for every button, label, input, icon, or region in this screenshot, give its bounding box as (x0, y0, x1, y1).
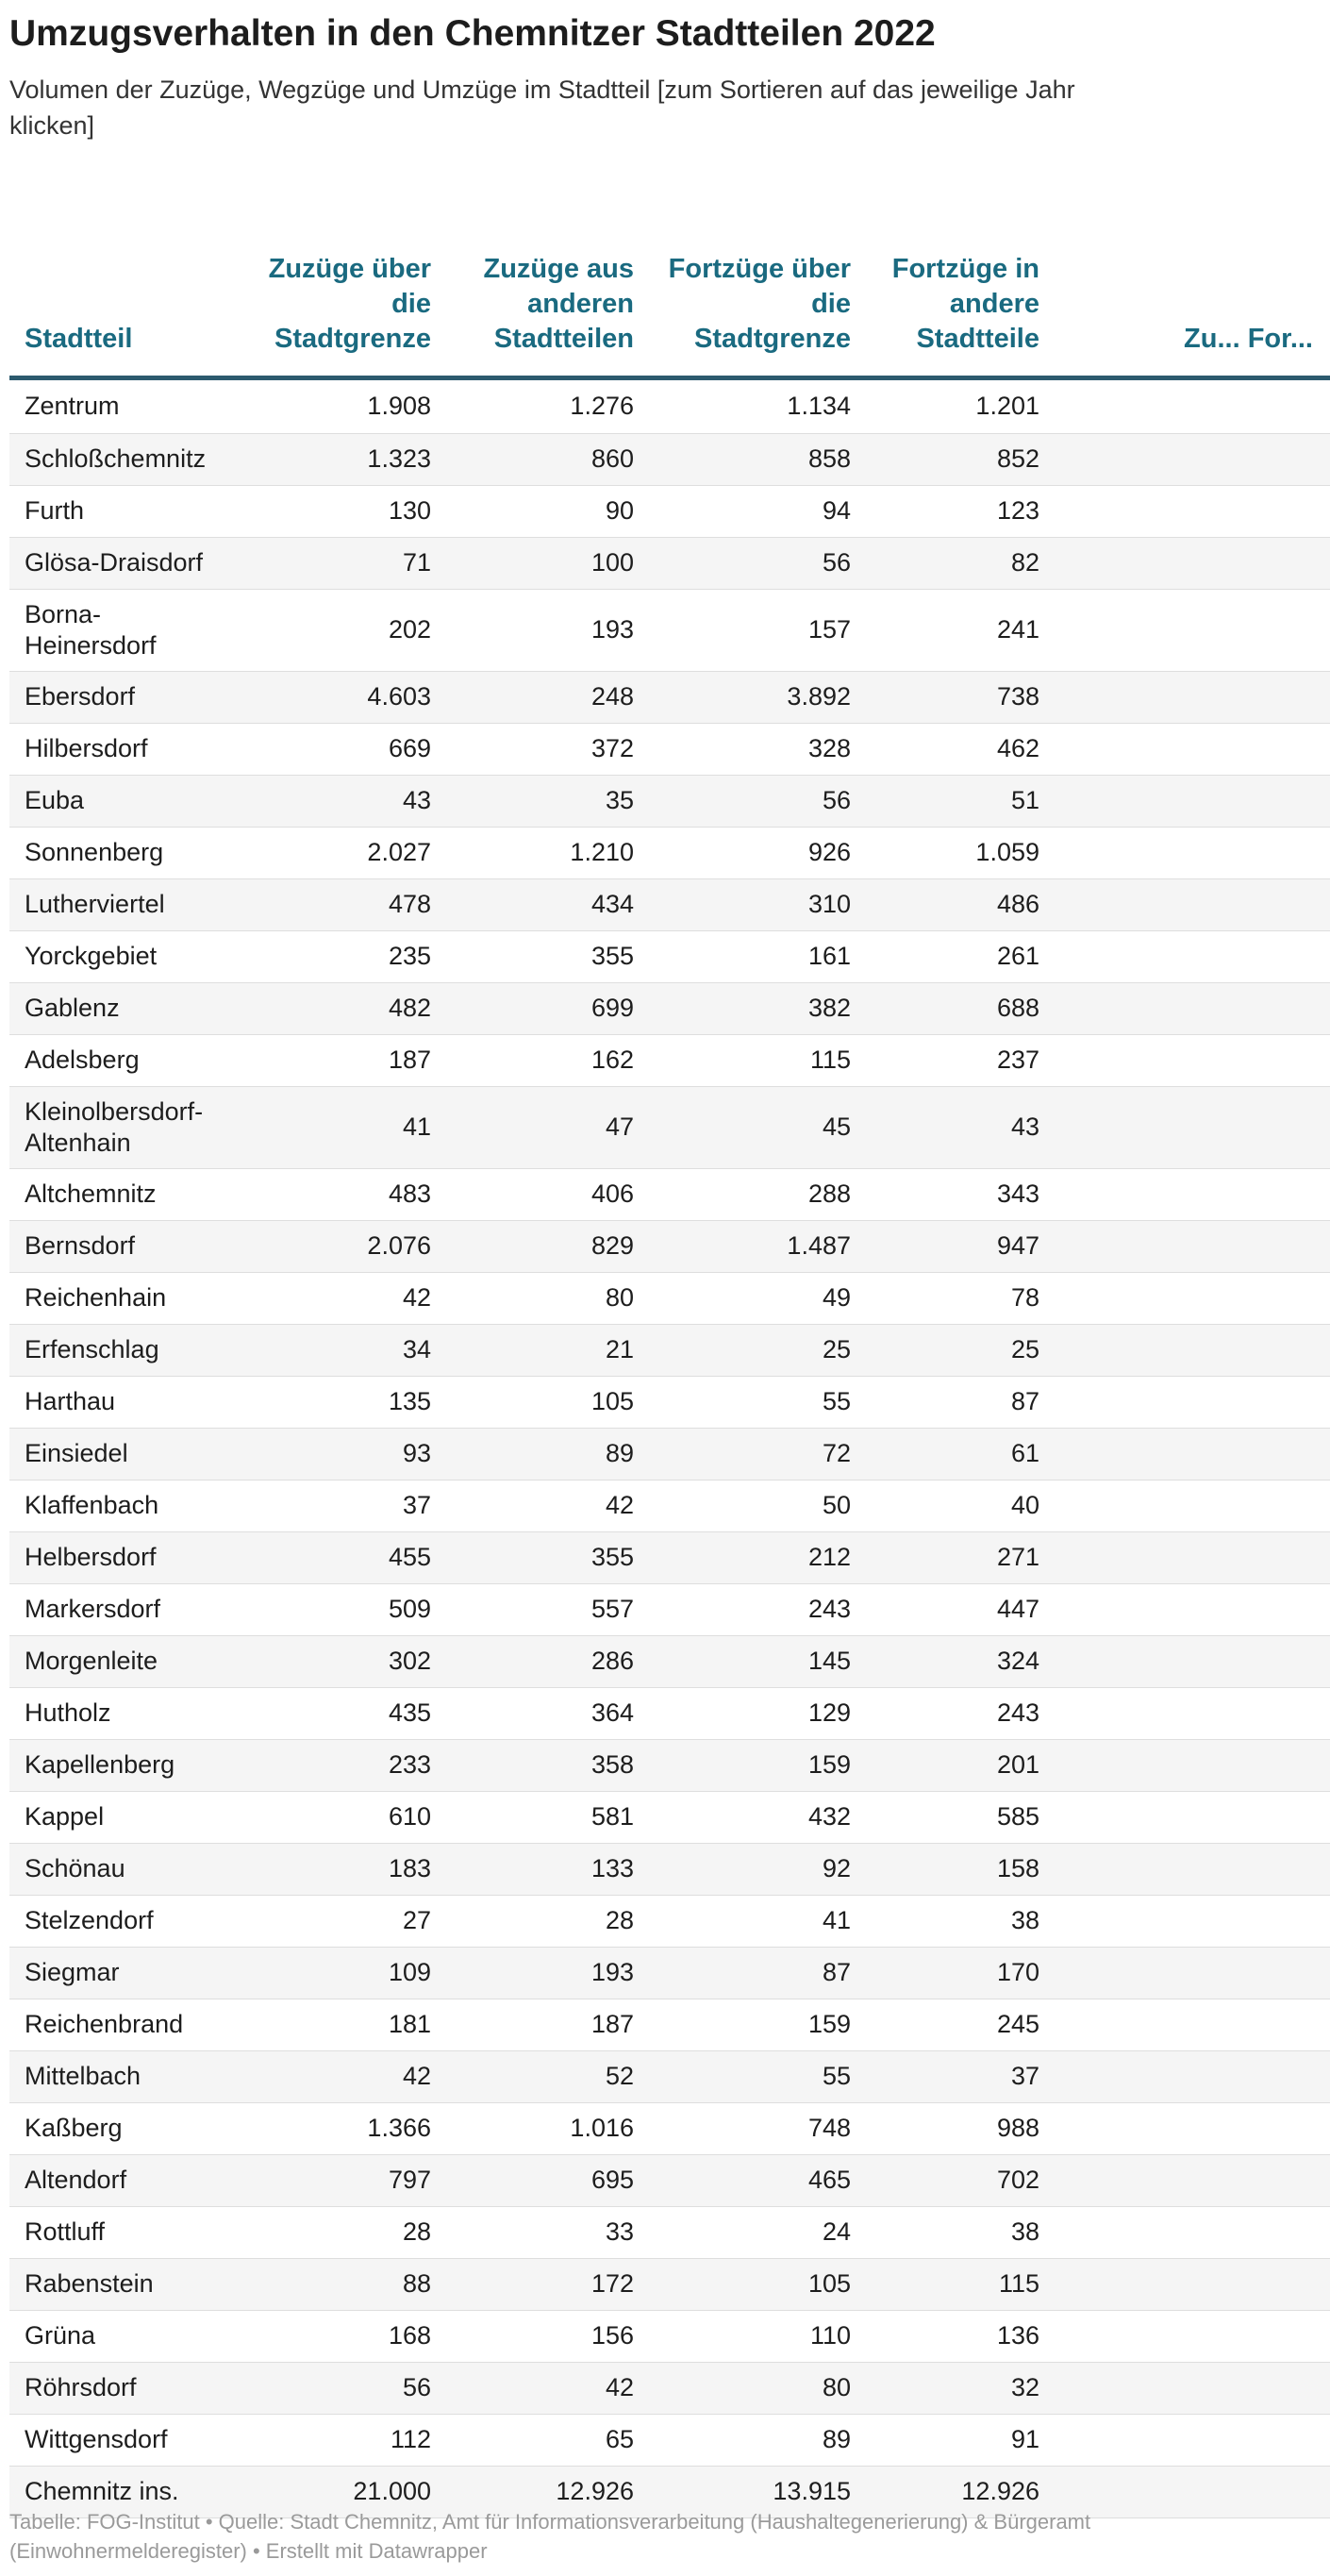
cell-value: 581 (448, 1791, 651, 1843)
cell-value: 49 (651, 1272, 868, 1324)
cell-value: 860 (448, 433, 651, 485)
cell-value: 288 (651, 1168, 868, 1220)
cell-value: 738 (868, 671, 1056, 723)
cell-value: 302 (236, 1635, 448, 1687)
cell-value: 858 (651, 433, 868, 485)
cell-value: 1.276 (448, 377, 651, 433)
table-row (9, 1739, 1330, 1791)
cell-value: 43 (868, 1086, 1056, 1168)
cell-value: 162 (448, 1034, 651, 1086)
table-row (9, 537, 1330, 589)
cell-stadtteil: Bernsdorf (9, 1220, 236, 1272)
cell-value: 105 (448, 1376, 651, 1428)
data-table (9, 212, 1330, 2518)
cell-stadtteil: Rabenstein (9, 2258, 236, 2310)
cell-value: 688 (868, 982, 1056, 1034)
cell-value: 355 (448, 930, 651, 982)
table-row (9, 878, 1330, 930)
cell-stadtteil: Kappel (9, 1791, 236, 1843)
cell-value: 61 (868, 1428, 1056, 1480)
cell-value: 434 (448, 878, 651, 930)
cell-value: 71 (236, 537, 448, 589)
cell-value: 156 (448, 2310, 651, 2362)
cell-cutoff (1056, 1531, 1330, 1583)
cell-stadtteil: Yorckgebiet (9, 930, 236, 982)
cell-stadtteil: Chemnitz ins. (9, 2466, 236, 2517)
cell-cutoff (1056, 589, 1330, 671)
cell-stadtteil: Glösa-Draisdorf (9, 537, 236, 589)
cell-value: 56 (236, 2362, 448, 2414)
cell-stadtteil: Erfenschlag (9, 1324, 236, 1376)
cell-stadtteil: Einsiedel (9, 1428, 236, 1480)
cell-stadtteil: Altchemnitz (9, 1168, 236, 1220)
cell-stadtteil: Klaffenbach (9, 1480, 236, 1531)
cell-stadtteil: Kapellenberg (9, 1739, 236, 1791)
cell-value: 24 (651, 2206, 868, 2258)
cell-value: 12.926 (868, 2466, 1056, 2517)
cell-stadtteil: Furth (9, 485, 236, 537)
cell-value: 482 (236, 982, 448, 1034)
table-row (9, 1687, 1330, 1739)
cell-value: 797 (236, 2154, 448, 2206)
cell-stadtteil: Adelsberg (9, 1034, 236, 1086)
cell-value: 465 (651, 2154, 868, 2206)
cell-value: 187 (236, 1034, 448, 1086)
column-header-zuzuege-stadtgrenze[interactable]: Zuzüge über die Stadtgrenze (236, 212, 448, 377)
cell-value: 47 (448, 1086, 651, 1168)
cell-value: 193 (448, 1947, 651, 1999)
cell-stadtteil: Lutherviertel (9, 878, 236, 930)
cell-cutoff (1056, 1034, 1330, 1086)
table-row (9, 2414, 1330, 2466)
cell-value: 80 (448, 1272, 651, 1324)
cell-cutoff (1056, 2310, 1330, 2362)
table-row (9, 1791, 1330, 1843)
cell-value: 38 (868, 1895, 1056, 1947)
cell-value: 50 (651, 1480, 868, 1531)
cell-value: 21.000 (236, 2466, 448, 2517)
table-row (9, 1168, 1330, 1220)
cell-value: 90 (448, 485, 651, 537)
cell-value: 462 (868, 723, 1056, 775)
cell-value: 12.926 (448, 2466, 651, 2517)
table-row (9, 2310, 1330, 2362)
cell-value: 1.210 (448, 827, 651, 878)
table-row (9, 775, 1330, 827)
table-row (9, 485, 1330, 537)
table-body (9, 377, 1330, 2517)
cell-value: 91 (868, 2414, 1056, 2466)
cell-value: 78 (868, 1272, 1056, 1324)
cell-stadtteil: Rottluff (9, 2206, 236, 2258)
cell-value: 25 (651, 1324, 868, 1376)
cell-value: 42 (236, 2050, 448, 2102)
table-row (9, 2050, 1330, 2102)
cell-value: 2.027 (236, 827, 448, 878)
cell-value: 37 (868, 2050, 1056, 2102)
table-row (9, 1999, 1330, 2050)
table-row (9, 1843, 1330, 1895)
cell-value: 202 (236, 589, 448, 671)
cell-value: 187 (448, 1999, 651, 2050)
table-row (9, 2102, 1330, 2154)
column-header-zuzuege-stadtteile[interactable]: Zuzüge aus anderen Stadtteilen (448, 212, 651, 377)
cell-value: 89 (651, 2414, 868, 2466)
cell-value: 3.892 (651, 671, 868, 723)
cell-cutoff (1056, 485, 1330, 537)
cell-cutoff (1056, 1168, 1330, 1220)
cell-value: 25 (868, 1324, 1056, 1376)
cell-cutoff (1056, 1999, 1330, 2050)
table-row (9, 930, 1330, 982)
cell-cutoff (1056, 1324, 1330, 1376)
cell-value: 43 (236, 775, 448, 827)
cell-value: 42 (236, 1272, 448, 1324)
cell-cutoff (1056, 377, 1330, 433)
cell-value: 235 (236, 930, 448, 982)
cell-value: 2.076 (236, 1220, 448, 1272)
cell-cutoff (1056, 878, 1330, 930)
cell-value: 72 (651, 1428, 868, 1480)
cell-value: 1.366 (236, 2102, 448, 2154)
cell-value: 135 (236, 1376, 448, 1428)
cell-stadtteil: Euba (9, 775, 236, 827)
table-row (9, 827, 1330, 878)
table-row (9, 2154, 1330, 2206)
cell-cutoff (1056, 2258, 1330, 2310)
page-title: Umzugsverhalten in den Chemnitzer Stadtteilen 2022 (9, 13, 936, 54)
cell-value: 947 (868, 1220, 1056, 1272)
cell-value: 193 (448, 589, 651, 671)
cell-value: 100 (448, 537, 651, 589)
cell-cutoff (1056, 827, 1330, 878)
cell-value: 105 (651, 2258, 868, 2310)
cell-cutoff (1056, 1843, 1330, 1895)
cell-cutoff (1056, 1687, 1330, 1739)
cell-stadtteil: Sonnenberg (9, 827, 236, 878)
cell-stadtteil: Gablenz (9, 982, 236, 1034)
cell-stadtteil: Ebersdorf (9, 671, 236, 723)
cell-value: 1.487 (651, 1220, 868, 1272)
cell-value: 364 (448, 1687, 651, 1739)
cell-value: 161 (651, 930, 868, 982)
cell-value: 157 (651, 589, 868, 671)
cell-value: 1.323 (236, 433, 448, 485)
cell-value: 585 (868, 1791, 1056, 1843)
cell-stadtteil: Wittgensdorf (9, 2414, 236, 2466)
table-row (9, 589, 1330, 671)
cell-value: 37 (236, 1480, 448, 1531)
cell-cutoff (1056, 2154, 1330, 2206)
cell-value: 93 (236, 1428, 448, 1480)
cell-stadtteil: Röhrsdorf (9, 2362, 236, 2414)
cell-cutoff (1056, 1791, 1330, 1843)
cell-value: 829 (448, 1220, 651, 1272)
cell-value: 27 (236, 1895, 448, 1947)
cell-value: 669 (236, 723, 448, 775)
cell-value: 130 (236, 485, 448, 537)
cell-value: 310 (651, 878, 868, 930)
table-row (9, 723, 1330, 775)
table-row (9, 1635, 1330, 1687)
table-row (9, 1947, 1330, 1999)
cell-value: 42 (448, 2362, 651, 2414)
cell-value: 87 (868, 1376, 1056, 1428)
cell-value: 136 (868, 2310, 1056, 2362)
cell-value: 183 (236, 1843, 448, 1895)
cell-value: 170 (868, 1947, 1056, 1999)
page-subtitle: Volumen der Zuzüge, Wegzüge und Umzüge im Stadtteil [zum Sortieren auf das jeweilige Jahr klicken] (9, 75, 1075, 140)
cell-value: 245 (868, 1999, 1056, 2050)
cell-stadtteil: Siegmar (9, 1947, 236, 1999)
cell-value: 447 (868, 1583, 1056, 1635)
cell-value: 1.134 (651, 377, 868, 433)
cell-value: 372 (448, 723, 651, 775)
cell-value: 88 (236, 2258, 448, 2310)
cell-value: 109 (236, 1947, 448, 1999)
cell-value: 115 (651, 1034, 868, 1086)
cell-cutoff (1056, 1086, 1330, 1168)
cell-stadtteil: Reichenbrand (9, 1999, 236, 2050)
cell-value: 233 (236, 1739, 448, 1791)
cell-stadtteil: Harthau (9, 1376, 236, 1428)
cell-value: 80 (651, 2362, 868, 2414)
cell-cutoff (1056, 723, 1330, 775)
cell-cutoff (1056, 930, 1330, 982)
cell-stadtteil: Helbersdorf (9, 1531, 236, 1583)
table-row (9, 2258, 1330, 2310)
cell-cutoff (1056, 1739, 1330, 1791)
cell-value: 55 (651, 1376, 868, 1428)
cell-value: 610 (236, 1791, 448, 1843)
cell-value: 343 (868, 1168, 1056, 1220)
cell-value: 32 (868, 2362, 1056, 2414)
cell-stadtteil: Markersdorf (9, 1583, 236, 1635)
cell-value: 13.915 (651, 2466, 868, 2517)
cell-value: 557 (448, 1583, 651, 1635)
cell-stadtteil: Zentrum (9, 377, 236, 433)
cell-cutoff (1056, 1480, 1330, 1531)
cell-cutoff (1056, 1583, 1330, 1635)
cell-cutoff (1056, 2362, 1330, 2414)
cell-stadtteil: Hutholz (9, 1687, 236, 1739)
table-row (9, 1895, 1330, 1947)
cell-value: 33 (448, 2206, 651, 2258)
table-row (9, 671, 1330, 723)
cell-value: 181 (236, 1999, 448, 2050)
source-footer: Tabelle: FOG-Institut • Quelle: Stadt Chemnitz, Amt für Informationsverarbeitung (Haushaltegenerierung) & Bürgeramt (Einwohnermelderegister) • Erstellt mit Datawrapper (9, 2510, 1091, 2563)
cell-cutoff (1056, 2206, 1330, 2258)
table-row (9, 2362, 1330, 2414)
cell-value: 94 (651, 485, 868, 537)
cell-value: 51 (868, 775, 1056, 827)
cell-stadtteil: Hilbersdorf (9, 723, 236, 775)
table-row (9, 433, 1330, 485)
cell-value: 87 (651, 1947, 868, 1999)
cell-cutoff (1056, 775, 1330, 827)
table-row (9, 1480, 1330, 1531)
cell-cutoff (1056, 1947, 1330, 1999)
cell-value: 92 (651, 1843, 868, 1895)
cell-cutoff (1056, 2050, 1330, 2102)
cell-cutoff (1056, 671, 1330, 723)
cell-value: 123 (868, 485, 1056, 537)
cell-cutoff (1056, 1895, 1330, 1947)
cell-value: 56 (651, 537, 868, 589)
cell-value: 1.201 (868, 377, 1056, 433)
cell-value: 486 (868, 878, 1056, 930)
cell-cutoff (1056, 433, 1330, 485)
cell-value: 56 (651, 775, 868, 827)
cell-value: 243 (868, 1687, 1056, 1739)
cell-value: 248 (448, 671, 651, 723)
table-row (9, 1034, 1330, 1086)
cell-value: 55 (651, 2050, 868, 2102)
cell-stadtteil: Schloßchemnitz (9, 433, 236, 485)
table-row (9, 1086, 1330, 1168)
table-row (9, 2206, 1330, 2258)
cell-value: 355 (448, 1531, 651, 1583)
cell-value: 28 (448, 1895, 651, 1947)
cell-value: 41 (651, 1895, 868, 1947)
cell-value: 432 (651, 1791, 868, 1843)
table-row (9, 982, 1330, 1034)
cell-value: 110 (651, 2310, 868, 2362)
table-header-row (9, 212, 1330, 377)
table-row (9, 1272, 1330, 1324)
cell-value: 852 (868, 433, 1056, 485)
cell-stadtteil: Mittelbach (9, 2050, 236, 2102)
cell-value: 478 (236, 878, 448, 930)
cell-value: 159 (651, 1739, 868, 1791)
table-row (9, 1583, 1330, 1635)
cell-value: 988 (868, 2102, 1056, 2154)
cell-value: 1.059 (868, 827, 1056, 878)
cell-stadtteil: Reichenhain (9, 1272, 236, 1324)
cell-stadtteil: Kaßberg (9, 2102, 236, 2154)
cell-value: 52 (448, 2050, 651, 2102)
cell-value: 699 (448, 982, 651, 1034)
cell-value: 1.908 (236, 377, 448, 433)
cell-value: 382 (651, 982, 868, 1034)
cell-value: 158 (868, 1843, 1056, 1895)
cell-value: 509 (236, 1583, 448, 1635)
cell-value: 172 (448, 2258, 651, 2310)
cell-stadtteil: Altendorf (9, 2154, 236, 2206)
cell-stadtteil: Schönau (9, 1843, 236, 1895)
cell-stadtteil: Grüna (9, 2310, 236, 2362)
cell-value: 35 (448, 775, 651, 827)
cell-cutoff (1056, 2102, 1330, 2154)
cell-value: 41 (236, 1086, 448, 1168)
cell-stadtteil: Kleinolbersdorf-Altenhain (9, 1086, 236, 1168)
cell-value: 129 (651, 1687, 868, 1739)
column-header-stadtteil[interactable]: Stadtteil (9, 212, 236, 377)
cell-value: 237 (868, 1034, 1056, 1086)
table-row (9, 1531, 1330, 1583)
table-row (9, 1220, 1330, 1272)
cell-cutoff (1056, 537, 1330, 589)
cell-value: 483 (236, 1168, 448, 1220)
column-header-cutoff[interactable]: Zu... For... (1056, 212, 1330, 377)
cell-cutoff (1056, 1635, 1330, 1687)
cell-stadtteil: Morgenleite (9, 1635, 236, 1687)
cell-cutoff (1056, 1272, 1330, 1324)
cell-value: 261 (868, 930, 1056, 982)
cell-value: 201 (868, 1739, 1056, 1791)
cell-value: 38 (868, 2206, 1056, 2258)
cell-value: 159 (651, 1999, 868, 2050)
cell-value: 328 (651, 723, 868, 775)
cell-value: 702 (868, 2154, 1056, 2206)
cell-value: 28 (236, 2206, 448, 2258)
table-row (9, 1376, 1330, 1428)
cell-value: 324 (868, 1635, 1056, 1687)
cell-value: 748 (651, 2102, 868, 2154)
cell-cutoff (1056, 2414, 1330, 2466)
cell-value: 89 (448, 1428, 651, 1480)
cell-value: 42 (448, 1480, 651, 1531)
cell-cutoff (1056, 1220, 1330, 1272)
table-row (9, 1324, 1330, 1376)
cell-cutoff (1056, 1428, 1330, 1480)
cell-value: 115 (868, 2258, 1056, 2310)
cell-value: 21 (448, 1324, 651, 1376)
cell-stadtteil: Borna-Heinersdorf (9, 589, 236, 671)
cell-value: 40 (868, 1480, 1056, 1531)
cell-value: 212 (651, 1531, 868, 1583)
cell-value: 435 (236, 1687, 448, 1739)
cell-value: 168 (236, 2310, 448, 2362)
cell-stadtteil: Stelzendorf (9, 1895, 236, 1947)
cell-value: 271 (868, 1531, 1056, 1583)
column-header-fortzuege-stadtteile[interactable]: Fortzüge in andere Stadtteile (868, 212, 1056, 377)
cell-value: 145 (651, 1635, 868, 1687)
cell-cutoff (1056, 982, 1330, 1034)
cell-value: 286 (448, 1635, 651, 1687)
cell-value: 45 (651, 1086, 868, 1168)
cell-value: 4.603 (236, 671, 448, 723)
cell-value: 82 (868, 537, 1056, 589)
cell-value: 358 (448, 1739, 651, 1791)
cell-value: 1.016 (448, 2102, 651, 2154)
cell-value: 133 (448, 1843, 651, 1895)
cell-value: 455 (236, 1531, 448, 1583)
cell-value: 406 (448, 1168, 651, 1220)
cell-value: 241 (868, 589, 1056, 671)
column-header-fortzuege-stadtgrenze[interactable]: Fortzüge über die Stadtgrenze (651, 212, 868, 377)
cell-value: 65 (448, 2414, 651, 2466)
cell-value: 926 (651, 827, 868, 878)
cell-cutoff (1056, 1376, 1330, 1428)
cell-value: 243 (651, 1583, 868, 1635)
table-row (9, 1428, 1330, 1480)
cell-value: 695 (448, 2154, 651, 2206)
cell-value: 112 (236, 2414, 448, 2466)
table-row (9, 377, 1330, 433)
table-container (9, 212, 1313, 2505)
cell-value: 34 (236, 1324, 448, 1376)
